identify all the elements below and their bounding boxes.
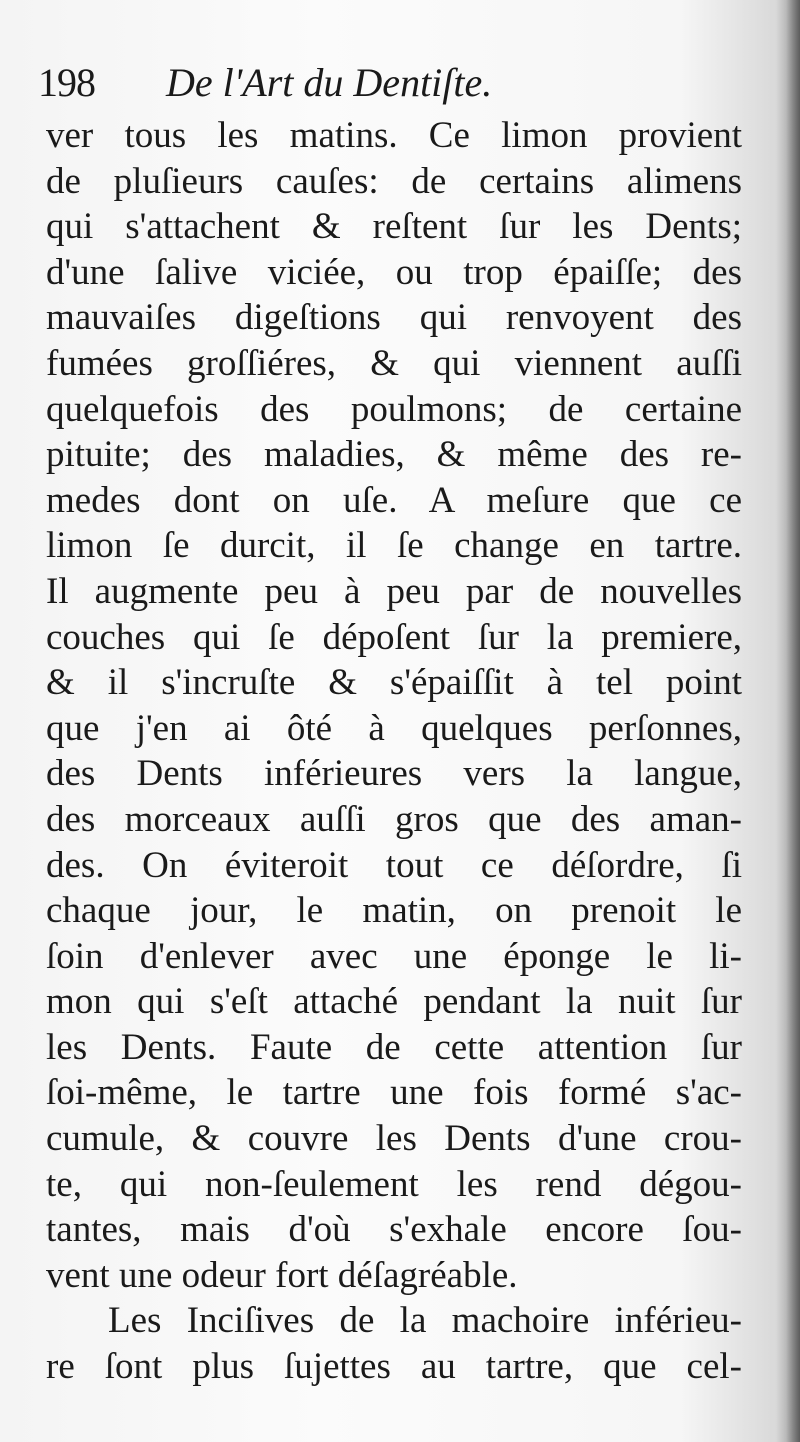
running-title: De l'Art du Dentiſte. (166, 60, 493, 105)
text-line: des morceaux auſſi gros que des aman- (46, 798, 742, 840)
text-line: de pluſieurs cauſes: de certains alimens (46, 160, 742, 202)
text-line: qui s'attachent & reſtent ſur les Dents; (46, 206, 742, 248)
text-line: pituite; des maladies, & même des re- (46, 434, 742, 476)
text-line: fumées groſſiéres, & qui viennent auſſi (46, 342, 742, 384)
text-line: cumule, & couvre les Dents d'une crou- (46, 1118, 742, 1160)
text-line: couches qui ſe dépoſent ſur la premiere, (46, 616, 742, 658)
text-line: que j'en ai ôté à quelques perſonnes, (46, 707, 742, 749)
text-line: te, qui non-ſeulement les rend dégou- (46, 1163, 742, 1205)
text-line: quelquefois des poulmons; de certaine (46, 388, 742, 430)
text-line: des. On éviteroit tout ce déſordre, ſi (46, 844, 742, 886)
text-line: medes dont on uſe. A meſure que ce (46, 479, 742, 521)
text-line: les Dents. Faute de cette attention ſur (46, 1026, 742, 1068)
running-head (38, 58, 738, 108)
text-line: ſoi-même, le tartre une fois formé s'ac- (46, 1072, 742, 1114)
text-line: d'une ſalive viciée, ou trop épaiſſe; des (46, 251, 742, 293)
text-line: mon qui s'eſt attaché pendant la nuit ſur (46, 981, 742, 1023)
paragraph-2 (46, 1298, 742, 1389)
text-line: Il augmente peu à peu par de nouvelles (46, 570, 742, 612)
text-line: mauvaiſes digeſtions qui renvoyent des (46, 297, 742, 339)
text-line: vent une odeur fort déſagréable. (46, 1254, 518, 1296)
text-line: & il s'incruſte & s'épaiſſit à tel point (46, 662, 742, 704)
text-line: limon ſe durcit, il ſe change en tartre. (46, 525, 742, 567)
paragraph-1 (46, 113, 742, 1298)
text-line: chaque jour, le matin, on prenoit le (46, 890, 742, 932)
text-line: Les Inciſives de la machoire inférieu- (108, 1300, 742, 1342)
page-edge-shadow (786, 0, 800, 1442)
text-line: re ſont plus ſujettes au tartre, que cel- (46, 1346, 742, 1388)
body-text (46, 113, 742, 1390)
text-line: des Dents inférieures vers la langue, (46, 753, 742, 795)
text-line: ver tous les matins. Ce limon provient (46, 115, 742, 156)
text-line: ſoin d'enlever avec une éponge le li- (46, 935, 742, 977)
page-number: 198 (38, 60, 95, 105)
text-line: tantes, mais d'où s'exhale encore ſou- (46, 1209, 742, 1251)
